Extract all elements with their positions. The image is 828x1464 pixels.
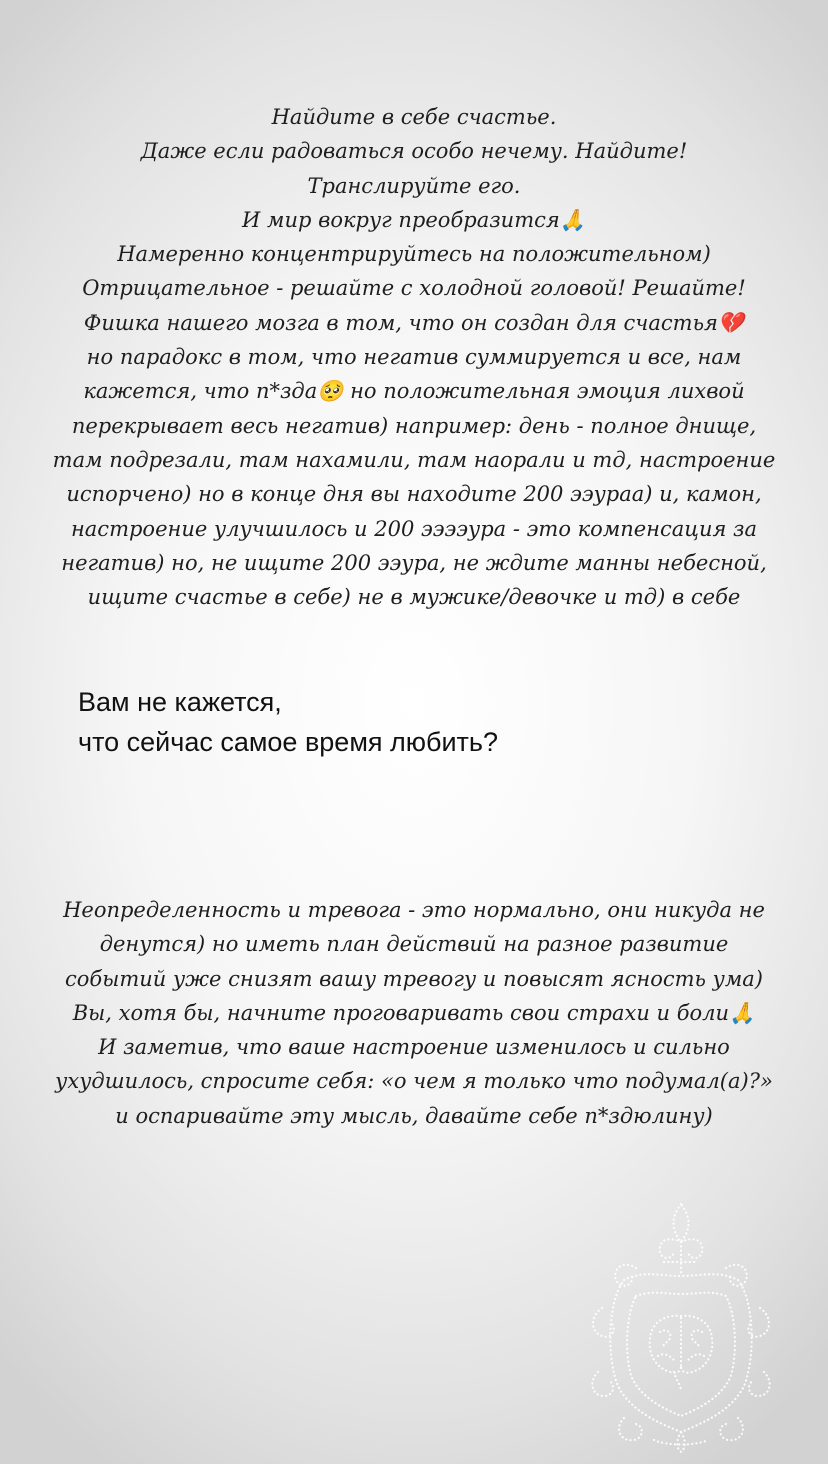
question-text-block: [78, 682, 758, 762]
text-line: И заметив, что ваше настроение изменилось и сильно: [98, 1035, 730, 1060]
text-line: но парадокс в том, что негатив суммируется и все, нам: [86, 345, 742, 370]
text-line: событий уже снизят вашу тревогу и повысят ясность ума): [65, 966, 763, 991]
text-line: Вы, хотя бы, начните проговаривать свои страхи и боли🙏: [72, 1000, 756, 1025]
text-line: Транслируйте его.: [307, 173, 521, 198]
text-line: Найдите в себе счастье.: [271, 105, 557, 129]
text-line: и оспаривайте эту мысль, давайте себе п*здюлину): [115, 1103, 713, 1128]
text-line: испорчено) но в конце дня вы находите 200 ээураа) и, камон,: [66, 482, 762, 507]
anxiety-text-block: [30, 893, 798, 1133]
question-line: что сейчас самое время любить?: [78, 727, 499, 757]
text-line: ухудшилось, спросите себя: «о чем я только что подумал(а)?»: [55, 1069, 773, 1094]
text-line: перекрывает весь негатив) например: день - полное днище,: [71, 413, 757, 438]
crest-brain-icon: [584, 1196, 778, 1458]
text-line: кажется, что п*зда🥺 но положительная эмоция лихвой: [83, 379, 745, 404]
text-line: Отрицательное - решайте с холодной головой! Решайте!: [82, 276, 746, 301]
text-line: Неопределенность и тревога - это нормально, они никуда не: [63, 898, 765, 922]
happiness-text-block: [30, 100, 798, 614]
text-line: негатив) но, не ищите 200 ээура, не ждите манны небесной,: [61, 550, 767, 575]
text-line: денутся) но иметь план действий на разное развитие: [99, 932, 729, 957]
text-line: И мир вокруг преобразится🙏: [242, 207, 586, 232]
text-line: Намеренно концентрируйтесь на положительном): [117, 242, 711, 267]
text-line: ищите счастье в себе) не в мужике/девочке и тд) в себе: [87, 585, 741, 610]
question-line: Вам не кажется,: [78, 687, 282, 717]
text-line: там подрезали, там нахамили, там наорали и тд, настроение: [52, 447, 776, 472]
text-line: Фишка нашего мозга в том, что он создан для счастья💔: [83, 310, 745, 335]
text-line: настроение улучшилось и 200 ээээура - это компенсация за: [70, 516, 758, 541]
text-line: Даже если радоваться особо нечему. Найдите!: [140, 139, 688, 164]
